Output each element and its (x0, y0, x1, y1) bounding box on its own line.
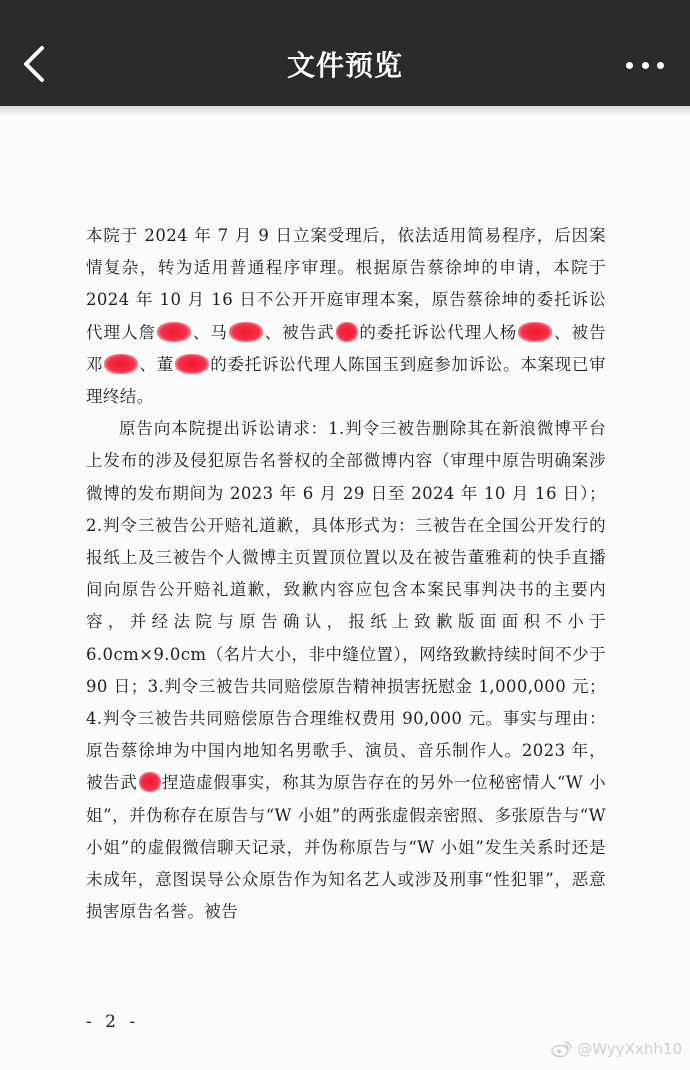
redaction-mark (175, 354, 209, 374)
redaction-mark (518, 322, 552, 342)
top-bar (0, 0, 690, 106)
text-segment: 原告向本院提出诉讼请求：1.判令三被告删除其在新浪微博平台上发布的涉及侵犯原告名誉权的全部微博内容（审理中原告明确案涉微博的发布期间为 2023 年 6 月 29 日至 2024 年 10 月 16 日）；2.判令三被告公开赔礼道歉，具体形式为：三被告在全国公开发行的报纸上及三被告个人微博主页置顶位置以及在被告董雅莉的快手直播间向原告公开赔礼道歉，致歉内容应包含本案民事判决书的主要内容，并经法院与原告确认，报纸上致歉版面面积不小于 6.0cm×9.0cm（名片大小，非中缝位置），网络致歉持续时间不少于 90 日；3.判令三被告共同赔偿原告精神损害抚慰金 1,000,000 元；4.判令三被告共同赔偿原告合理维权费用 90,000 元。事实与理由：原告蔡徐坤为中国内地知名男歌手、演员、音乐制作人。2023 年，被告武 (86, 419, 606, 793)
text-segment: 本院于 2024 年 7 月 9 日立案受理后，依法适用简易程序，后因案情复杂，转为适用普通程序审理。根据原告蔡徐坤的申请，本院于 2024 年 10 月 16 日不公开开庭审理本案，原告蔡徐坤的委托诉讼代理人詹 (86, 226, 606, 342)
text-segment: 、马 (192, 322, 228, 342)
redaction-mark (229, 322, 263, 342)
page-edge-shadow (0, 106, 690, 116)
redaction-mark (139, 772, 161, 792)
watermark (551, 1040, 682, 1058)
text-segment: 、被告邓 (86, 322, 606, 374)
more-dots-icon (642, 62, 649, 69)
redaction-mark (104, 354, 138, 374)
text-segment: 、被告武 (263, 322, 335, 342)
watermark-text: @WyyXxhh10 (577, 1040, 682, 1058)
text-segment: 捏造虚假事实，称其为原告存在的另外一位秘密情人“W 小姐”，并伪称存在原告与“W 小姐”的两张虚假亲密照、多张原告与“W 小姐”的虚假微信聊天记录，并伪称原告与“W 小姐”发生关系时还是未成年，意图误导公众原告作为知名艺人或涉及刑事“性犯罪”，恶意损害原告名誉。被告 (86, 773, 606, 922)
document-body (86, 220, 606, 928)
text-segment: 的委托诉讼代理人陈国玉到庭参加诉讼。本案现已审理终结。 (86, 354, 606, 407)
page-title: 文件预览 (286, 49, 403, 82)
weibo-icon (551, 1040, 573, 1058)
more-options-button[interactable] (626, 56, 664, 74)
paragraph-2 (86, 413, 606, 928)
more-dots-icon (626, 62, 633, 69)
paragraph-1 (86, 220, 606, 413)
redaction-mark (336, 322, 358, 342)
more-dots-icon (657, 62, 664, 69)
redaction-mark (157, 322, 191, 342)
text-segment: 的委托诉讼代理人杨 (358, 322, 518, 342)
text-segment: 、董 (139, 354, 174, 374)
page-number: - 2 - (86, 1012, 140, 1032)
